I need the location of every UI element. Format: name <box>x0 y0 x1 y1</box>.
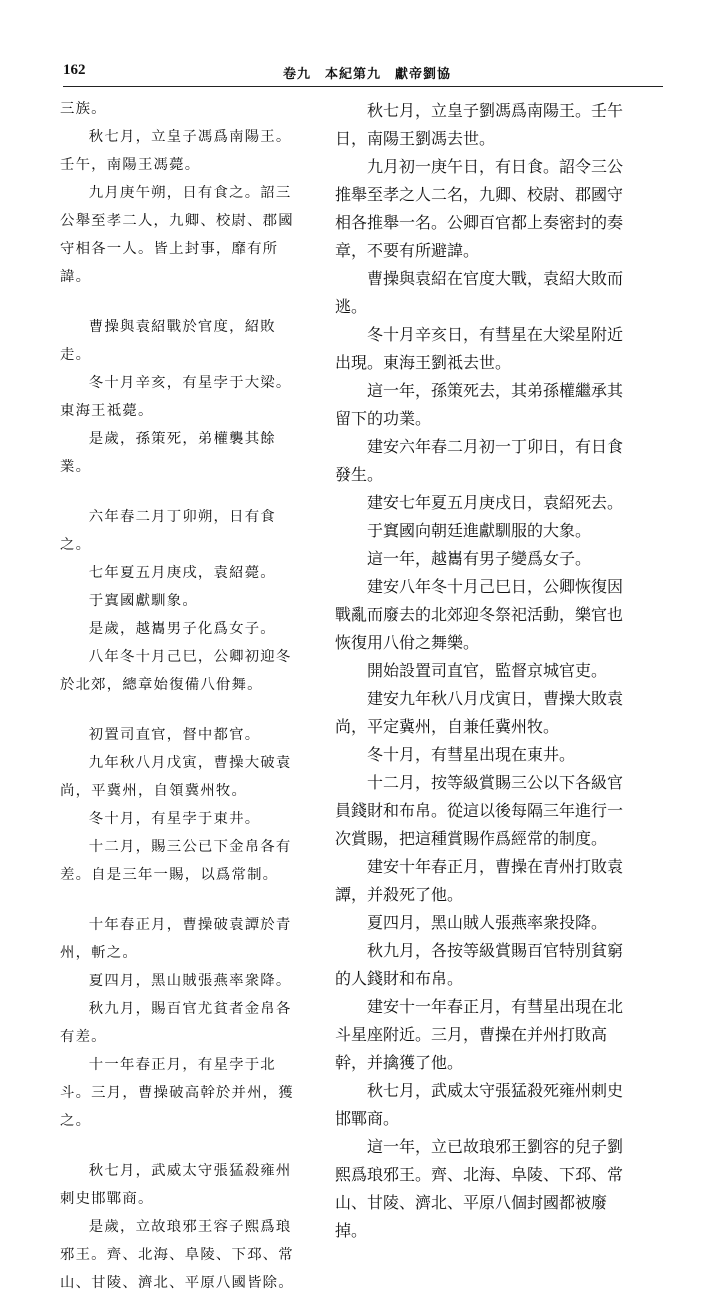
paragraph: 三族。 <box>60 101 107 117</box>
paragraph: 冬十月辛亥日，有彗星在大梁星附近出現。東海王劉祗去世。 <box>335 325 624 372</box>
paragraph: 秋九月，賜百官尤貧者金帛各有差。 <box>60 1001 292 1045</box>
paragraph: 于窴國向朝廷進獻馴服的大象。 <box>367 521 592 540</box>
paragraph: 夏四月，黑山賊人張燕率衆投降。 <box>367 913 608 932</box>
paragraph: 開始設置司直官，監督京城官吏。 <box>367 661 608 680</box>
paragraph: 八年冬十月己巳，公卿初迎冬於北郊，總章始復備八佾舞。 <box>60 649 292 693</box>
paragraph: 七年夏五月庚戌，袁紹薨。 <box>88 565 276 581</box>
paragraph: 初置司直官，督中都官。 <box>88 727 261 743</box>
paragraph: 建安六年春二月初一丁卯日，有日食發生。 <box>335 437 624 484</box>
paragraph: 秋七月，武威太守張猛殺死雍州刺史邯鄲商。 <box>335 1081 624 1128</box>
paragraph: 十二月，按等級賞賜三公以下各級官員錢財和布帛。從這以後每隔三年進行一次賞賜，把這種賞賜作爲經常的制度。 <box>335 773 624 848</box>
paragraph: 是歲，越巂男子化爲女子。 <box>88 621 276 637</box>
paragraph: 這一年，孫策死去，其弟孫權繼承其留下的功業。 <box>335 381 624 428</box>
page-number: 162 <box>63 62 86 78</box>
paragraph: 九月初一庚午日，有日食。詔令三公推舉至孝之人二名，九卿、校尉、郡國守相各推舉一名。公卿百官都上奏密封的奏章，不要有所避諱。 <box>335 157 624 260</box>
paragraph: 秋七月，立皇子馮爲南陽王。壬午，南陽王馮薨。 <box>60 129 292 173</box>
paragraph: 建安七年夏五月庚戌日，袁紹死去。 <box>367 493 624 512</box>
paragraph: 于窴國獻馴象。 <box>88 593 198 609</box>
paragraph: 建安十一年春正月，有彗星出現在北斗星座附近。三月，曹操在并州打敗高幹，并擒獲了他。 <box>335 997 624 1072</box>
paragraph: 建安九年秋八月戊寅日，曹操大敗袁尚，平定冀州，自兼任冀州牧。 <box>335 689 624 736</box>
paragraph: 夏四月，黑山賊張燕率衆降。 <box>88 973 292 989</box>
paragraph: 秋七月，立皇子劉馮爲南陽王。壬午日，南陽王劉馮去世。 <box>335 101 624 148</box>
paragraph: 十一年春正月，有星孛于北斗。三月，曹操破高幹於并州，獲之。 <box>60 1057 294 1129</box>
paragraph: 曹操與袁紹戰於官度，紹敗走。 <box>60 319 276 363</box>
paragraph: 曹操與袁紹在官度大戰，袁紹大敗而逃。 <box>335 269 624 316</box>
paragraph: 九月庚午朔，日有食之。詔三公舉至孝二人，九卿、校尉、郡國守相各一人。皆上封事，靡有所諱。 <box>60 185 294 285</box>
page-header <box>63 62 663 86</box>
running-head: 卷九 本紀第九 獻帝劉協 <box>283 67 452 82</box>
paragraph: 秋七月，武威太守張猛殺雍州刺史邯鄲商。 <box>60 1163 292 1207</box>
header-rule <box>63 86 663 87</box>
paragraph: 建安八年冬十月己巳日，公卿恢復因戰亂而廢去的北郊迎冬祭祀活動，樂官也恢復用八佾之舞樂。 <box>335 577 624 652</box>
paragraph: 這一年，越巂有男子變爲女子。 <box>367 549 592 568</box>
paragraph: 冬十月，有彗星出現在東井。 <box>367 745 576 764</box>
paragraph: 冬十月辛亥，有星孛于大梁。東海王祗薨。 <box>60 375 292 419</box>
paragraph: 是歲，立故琅邪王容子熙爲琅邪王。齊、北海、阜陵、下邳、常山、甘陵、濟北、平原八國皆除。 <box>60 1219 294 1291</box>
paragraph: 這一年，立已故琅邪王劉容的兒子劉熙爲琅邪王。齊、北海、阜陵、下邳、常山、甘陵、濟北、平原八個封國都被廢掉。 <box>335 1137 624 1240</box>
paragraph: 六年春二月丁卯朔，日有食之。 <box>60 509 276 553</box>
paragraph: 十二月，賜三公已下金帛各有差。自是三年一賜，以爲常制。 <box>60 839 292 883</box>
paragraph: 是歲，孫策死，弟權襲其餘業。 <box>60 431 276 475</box>
paragraph: 建安十年春正月，曹操在青州打敗袁譚，并殺死了他。 <box>335 857 624 904</box>
paragraph: 冬十月，有星孛于東井。 <box>88 811 261 827</box>
original-text-column <box>60 95 305 1297</box>
paragraph: 秋九月，各按等級賞賜百官特別貧窮的人錢財和布帛。 <box>335 941 624 988</box>
translation-column <box>335 95 637 1245</box>
paragraph: 十年春正月，曹操破袁譚於青州，斬之。 <box>60 917 292 961</box>
paragraph: 九年秋八月戊寅，曹操大破袁尚，平冀州，自領冀州牧。 <box>60 755 292 799</box>
